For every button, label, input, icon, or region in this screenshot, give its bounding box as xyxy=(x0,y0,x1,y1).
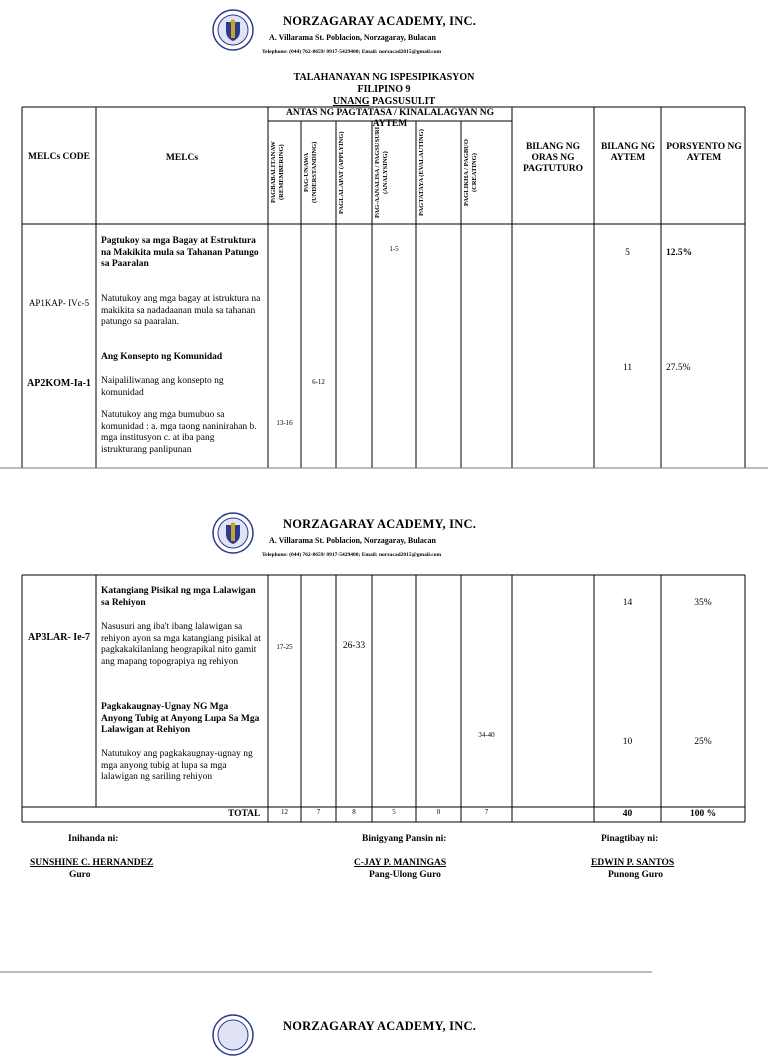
header-melcs: MELCs xyxy=(165,153,199,163)
item-percent-1: 12.5% xyxy=(666,248,693,258)
topic-heading-4: Pagkakaugnay-Ugnay NG Mga Anyong Tubig at Anyong Lupa Sa Mga Lalawigan at Rehiyon xyxy=(101,702,260,735)
prepared-by-name: SUNSHINE C. HERNANDEZ xyxy=(30,858,154,868)
document-subject: FILIPINO 9 xyxy=(357,84,411,95)
topic-description-3: Nasusuri ang iba't ibang lalawigan sa rehiyon ayon sa mga katangiang pisikal at pagkakakilanlang heograpikal nito gamit ang mapang topograpiya ng rehiyon xyxy=(101,622,261,667)
total-remembering: 12 xyxy=(281,808,288,816)
approved-by-name: EDWIN P. SANTOS xyxy=(591,858,675,868)
item-count-2: 11 xyxy=(622,363,633,373)
topic-description-2a: Naipaliliwanag ang konsepto ng komunidad xyxy=(101,376,224,398)
item-range-creating-4: 34-40 xyxy=(478,731,495,739)
item-range-understanding-2: 6-12 xyxy=(312,378,325,386)
header-level-applying: PAGLALAPAT (APPLYING) xyxy=(338,131,345,214)
item-range-applying-3: 26-33 xyxy=(342,641,366,651)
item-range-remembering-3: 17-25 xyxy=(276,643,293,651)
item-percent-4: 25% xyxy=(694,737,712,747)
school-name: NORZAGARAY ACADEMY, INC. xyxy=(283,1019,477,1033)
prepared-by-role: Guro xyxy=(69,870,91,880)
header-level-remembering: PAGBABALITANAW (REMEMBERING) xyxy=(270,141,285,204)
header-items: BILANG NG AYTEM xyxy=(600,142,656,163)
header-level-creating: PAGLIKHA / PAGBUO (CREATING) xyxy=(463,139,478,206)
header-level-analysing: PAG-AANALISA / PAGSUSURI (ANALYSING) xyxy=(374,126,389,219)
header-level-understanding: PAG-UNAWA (UNDERSTANDING) xyxy=(303,141,318,204)
melc-code-2: AP2KOM-Ia-1 xyxy=(27,378,91,389)
noted-by-name: C-JAY P. MANINGAS xyxy=(354,858,447,868)
school-contact: Telephone: (044) 762-8659/ 0917-5429400; Email: norzacad2015@gmail.com xyxy=(262,552,442,558)
approved-by-role: Punong Guro xyxy=(608,870,663,880)
item-count-1: 5 xyxy=(625,248,630,258)
melc-code-1: AP1KAP- IVc-5 xyxy=(28,298,90,308)
total-understanding: 7 xyxy=(316,808,321,816)
total-items: 40 xyxy=(622,809,633,819)
school-seal-logo xyxy=(212,1014,254,1056)
topic-heading-3: Katangiang Pisikal ng mga Lalawigan sa Rehiyon xyxy=(101,586,256,608)
school-contact: Telephone: (044) 762-8659/ 0917-5429400; Email: norzacad2015@gmail.com xyxy=(262,49,442,55)
total-applying: 8 xyxy=(352,808,356,816)
header-hours: BILANG NG ORAS NG PAGTUTURO xyxy=(523,142,583,174)
school-name: NORZAGARAY ACADEMY, INC. xyxy=(283,517,477,531)
school-name: NORZAGARAY ACADEMY, INC. xyxy=(283,14,477,28)
item-range-analysing-1: 1-5 xyxy=(389,245,399,253)
topic-heading-2: Ang Konsepto ng Komunidad xyxy=(101,352,223,362)
item-count-3: 14 xyxy=(622,598,633,608)
header-percent: PORSYENTO NG AYTEM xyxy=(666,142,742,163)
header-antas: ANTAS NG PAGTATASA / KINALALAGYAN NG AYTEM xyxy=(285,108,495,129)
school-seal-logo xyxy=(212,512,254,554)
total-creating: 7 xyxy=(484,808,489,816)
topic-description-1: Natutukoy ang mga bagay at istruktura na makikita sa nadadaanan mula sa tahanan patungo sa paaralan. xyxy=(101,294,261,327)
topic-description-2b: Natutukoy ang mga bumubuo sa komunidad : a. mga taong naninirahan b. mga institusyon c. at iba pang istrukturang panlipunan xyxy=(101,410,257,455)
total-analysing: 5 xyxy=(392,808,396,816)
noted-by-role: Pang-Ulong Guro xyxy=(369,870,441,880)
item-count-4: 10 xyxy=(622,737,633,747)
topic-heading-1: Pagtukoy sa mga Bagay at Estruktura na Makikita mula sa Tahanan Patungo sa Paaralan xyxy=(101,236,259,269)
document-quarter: UNANG PAGSUSULIT xyxy=(332,96,436,107)
topic-description-4: Natutukoy ang pagkakaugnay-ugnay ng mga anyong tubig at lupa sa mga lalawigan ng sariling rehiyon xyxy=(101,749,253,782)
prepared-by-label: Inihanda ni: xyxy=(68,834,119,844)
school-address: A. Villarama St. Poblacion, Norzagaray, Bulacan xyxy=(269,33,436,42)
noted-by-label: Binigyang Pansin ni: xyxy=(362,834,447,844)
header-level-evaluating: PAGTATAYA (EVALAUTING) xyxy=(418,129,425,216)
approved-by-label: Pinagtibay ni: xyxy=(601,834,659,844)
melc-code-3: AP3LAR- Ie-7 xyxy=(28,632,90,643)
school-address: A. Villarama St. Poblacion, Norzagaray, Bulacan xyxy=(269,536,436,545)
total-label: TOTAL xyxy=(228,809,261,819)
total-evaluating: 0 xyxy=(436,808,441,816)
item-range-remembering-2: 13-16 xyxy=(276,419,293,427)
header-melcs-code: MELCs CODE xyxy=(27,152,91,162)
document-title: TALAHANAYAN NG ISPESIPIKASYON xyxy=(293,72,475,83)
total-percent: 100 % xyxy=(689,809,717,819)
item-percent-2: 27.5% xyxy=(666,363,691,373)
item-percent-3: 35% xyxy=(694,598,712,608)
